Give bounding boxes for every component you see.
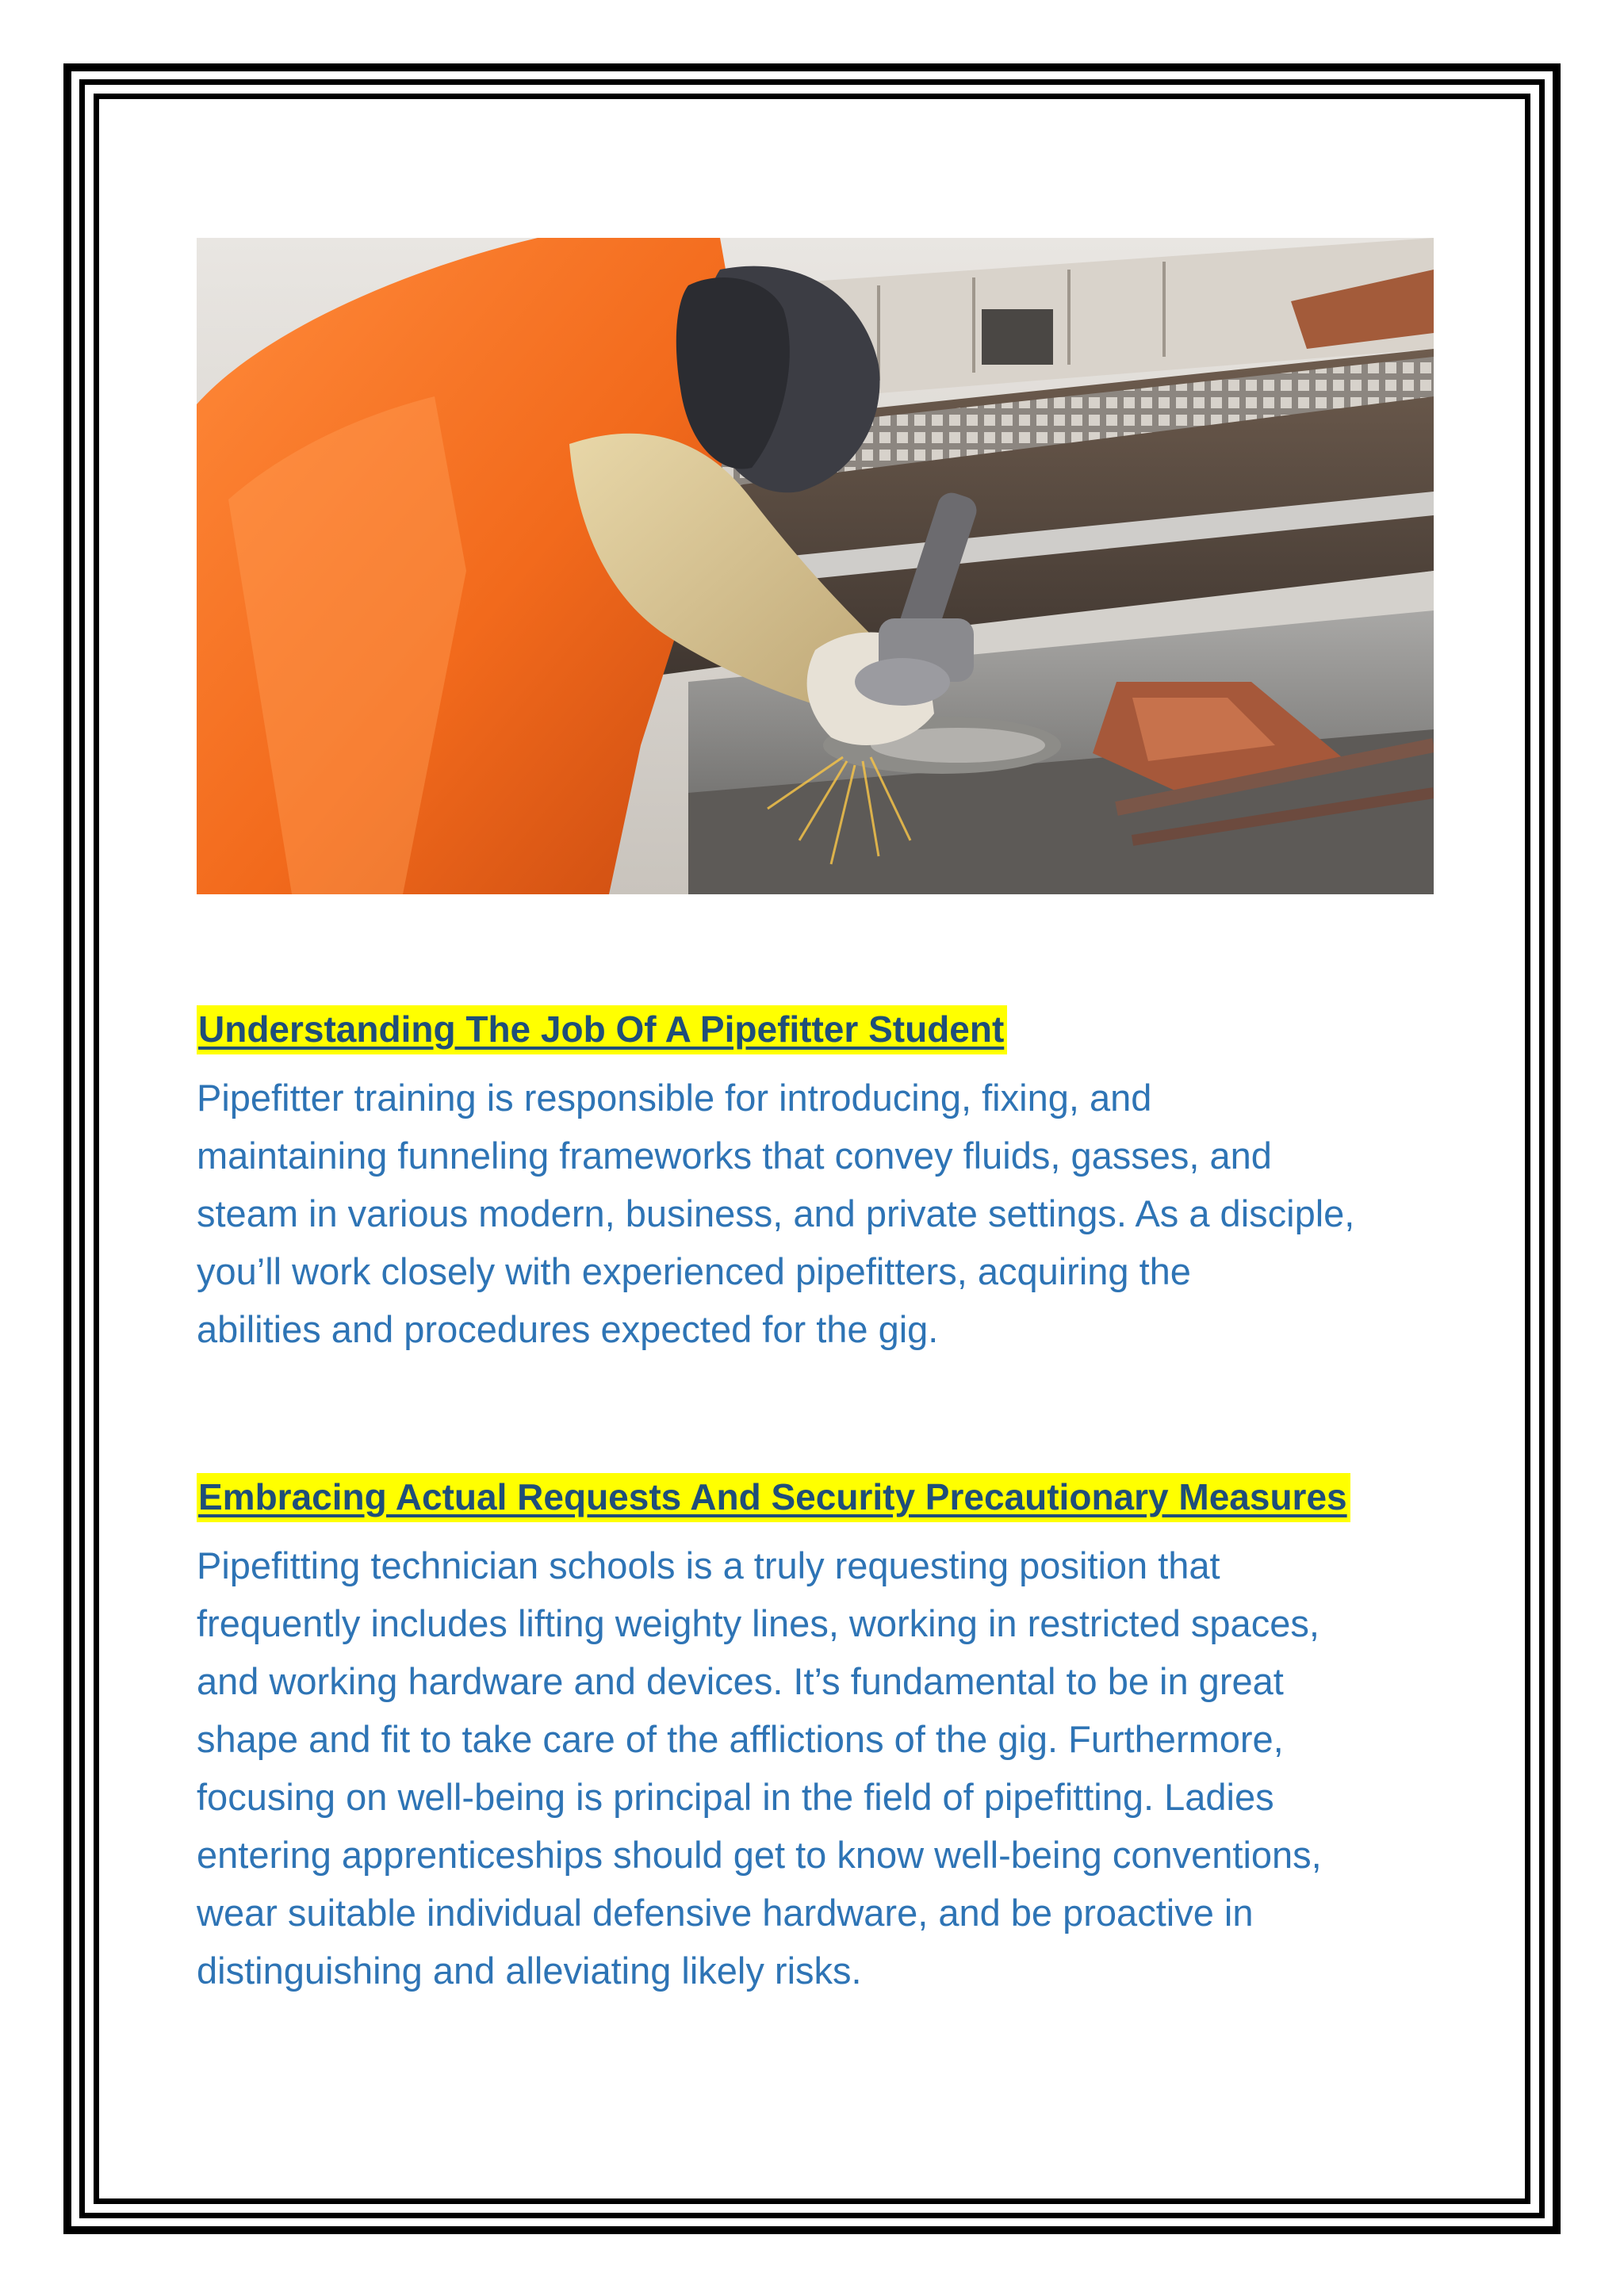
paragraph-line: shape and fit to take care of the afflictions of the gig. Furthermore,: [197, 1718, 1284, 1760]
welder-at-work-icon: [197, 238, 1434, 894]
section-heading: Understanding The Job Of A Pipefitter Student: [197, 1005, 1007, 1054]
paragraph-line: abilities and procedures expected for the gig.: [197, 1308, 939, 1350]
section-heading: Embracing Actual Requests And Security Precautionary Measures: [197, 1473, 1350, 1522]
paragraph-line: wear suitable individual defensive hardware, and be proactive in: [197, 1892, 1254, 1934]
paragraph-line: Pipefitting technician schools is a truly requesting position that: [197, 1544, 1220, 1586]
section-security-measures: [197, 1473, 1442, 1999]
section-paragraph: [197, 1536, 1442, 1999]
paragraph-line: Pipefitter training is responsible for introducing, fixing, and: [197, 1077, 1152, 1119]
paragraph-line: entering apprenticeships should get to know well-being conventions,: [197, 1834, 1322, 1876]
welder-photo: [197, 238, 1434, 894]
paragraph-line: frequently includes lifting weighty lines, working in restricted spaces,: [197, 1602, 1320, 1644]
paragraph-line: focusing on well-being is principal in the field of pipefitting. Ladies: [197, 1776, 1274, 1818]
paragraph-line: and working hardware and devices. It’s fundamental to be in great: [197, 1660, 1284, 1702]
paragraph-line: you’ll work closely with experienced pipefitters, acquiring the: [197, 1250, 1191, 1292]
paragraph-line: maintaining funneling frameworks that convey fluids, gasses, and: [197, 1135, 1272, 1177]
section-paragraph: [197, 1069, 1442, 1358]
paragraph-line: distinguishing and alleviating likely risks.: [197, 1950, 862, 1992]
paragraph-line: steam in various modern, business, and private settings. As a disciple,: [197, 1192, 1355, 1234]
section-pipefitter-student: [197, 1005, 1442, 1358]
